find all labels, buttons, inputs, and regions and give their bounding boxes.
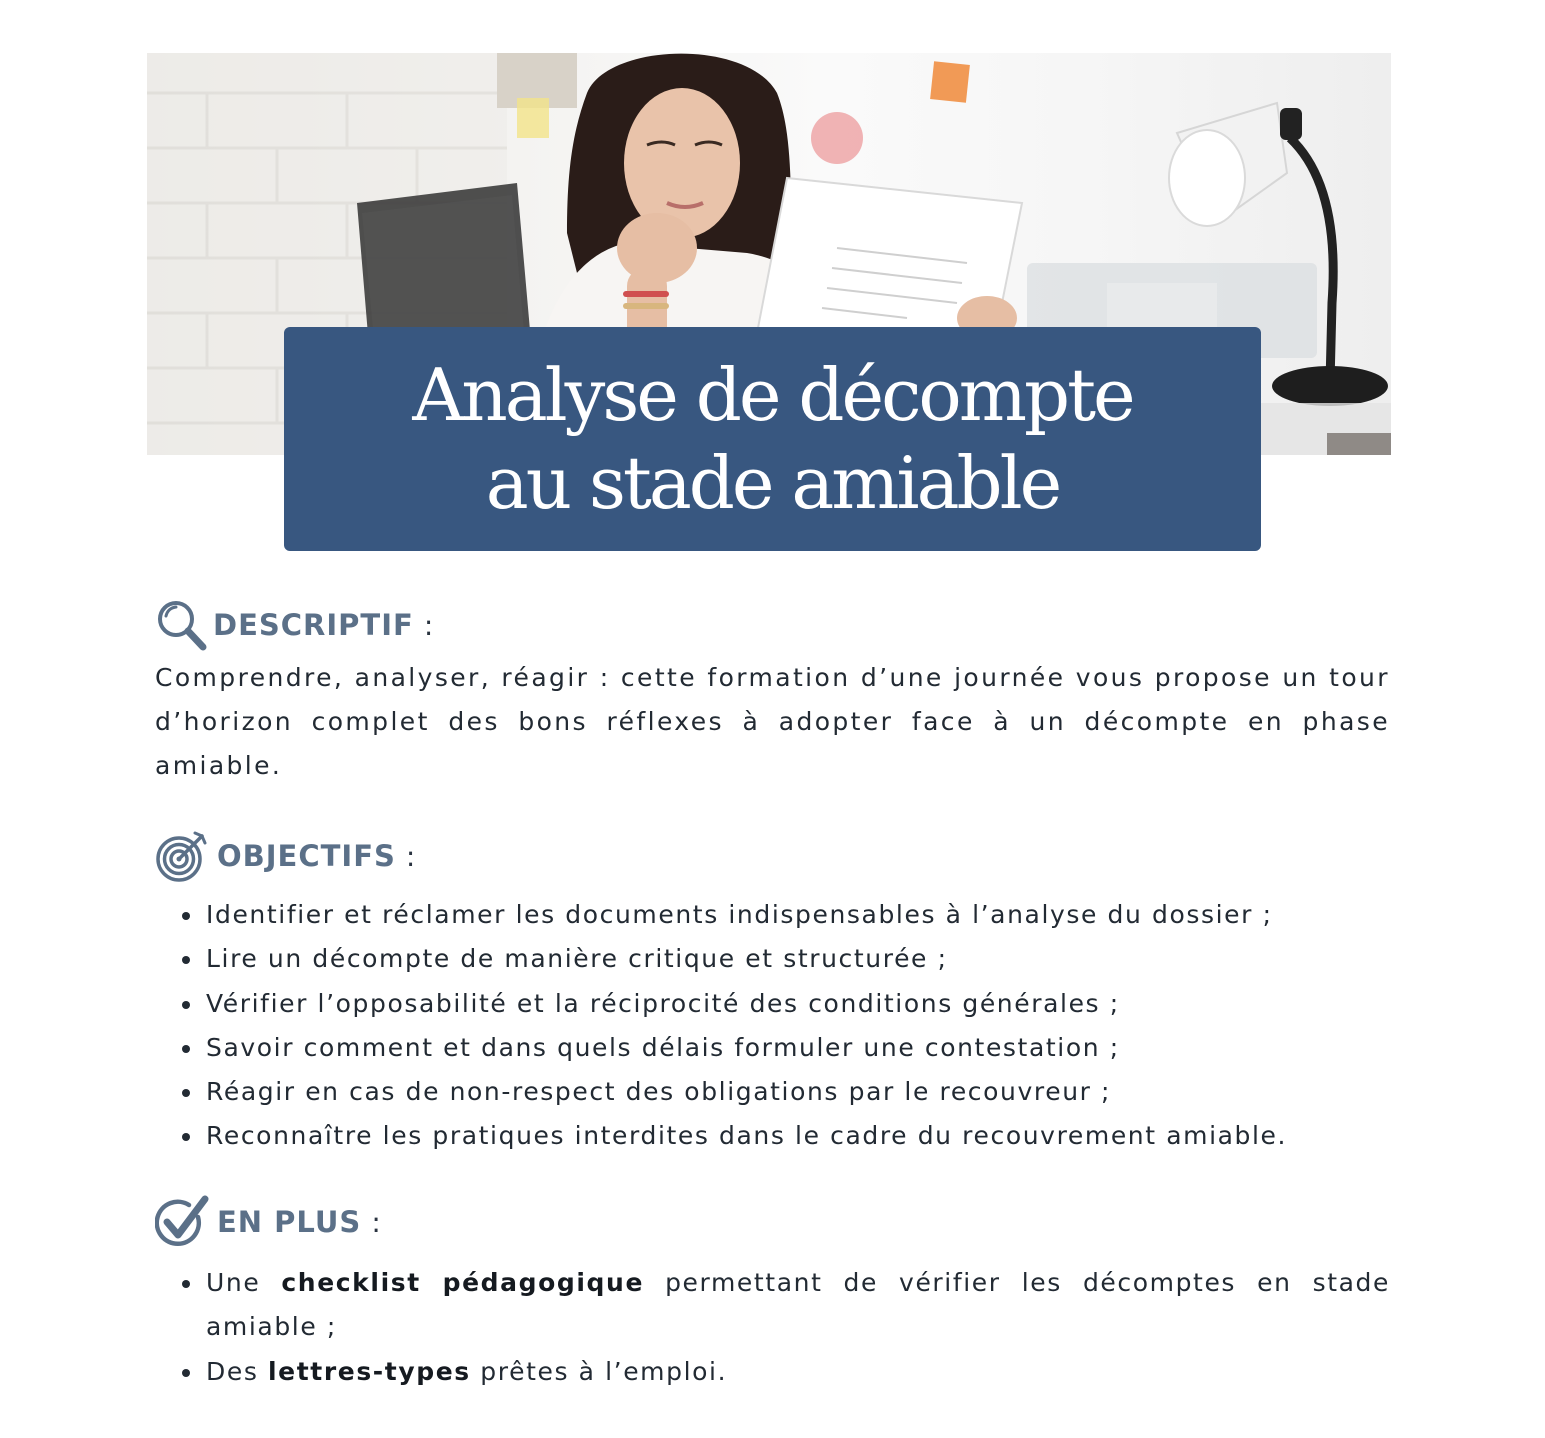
descriptif-colon: : <box>423 608 434 642</box>
objectifs-colon: : <box>405 839 416 873</box>
item-text: Des <box>206 1356 269 1386</box>
flowers <box>811 112 863 164</box>
list-item: Lire un décompte de manière critique et structurée ; <box>180 937 1390 981</box>
en-plus-list <box>180 1261 1390 1394</box>
objectifs-header <box>155 828 415 884</box>
objectifs-heading: OBJECTIFS <box>217 839 396 873</box>
page-title: Analyse de décompte au stade amiable <box>412 353 1133 525</box>
list-item: Réagir en cas de non-respect des obligations par le recouvreur ; <box>180 1070 1390 1114</box>
target-icon <box>155 829 209 883</box>
item-text: Une <box>206 1268 282 1297</box>
sticky-note-orange <box>930 61 970 103</box>
list-item: Savoir comment et dans quels délais formuler une contestation ; <box>180 1026 1390 1070</box>
item-bold: checklist pédagogique <box>281 1268 645 1297</box>
list-item: Reconnaître les pratiques interdites dans le cadre du recouvrement amiable. <box>180 1114 1390 1158</box>
list-item <box>180 1350 1390 1394</box>
objectifs-list <box>180 893 1390 1159</box>
item-text: prêtes à l’emploi. <box>470 1356 728 1386</box>
title-banner <box>284 327 1261 551</box>
check-circle-icon <box>155 1195 209 1249</box>
en-plus-heading: EN PLUS <box>217 1205 362 1239</box>
item-bold: lettres-types <box>268 1356 471 1386</box>
desk-lamp-base <box>1272 366 1388 406</box>
item-text: permettant de vérifier les décomptes en stade amiable ; <box>206 1268 1391 1342</box>
descriptif-header <box>155 597 433 653</box>
woman-face <box>624 88 740 238</box>
descriptif-heading: DESCRIPTIF <box>213 608 414 642</box>
magnifier-icon <box>155 598 209 652</box>
list-item <box>180 1261 1390 1350</box>
list-item: Vérifier l’opposabilité et la réciprocité des conditions générales ; <box>180 982 1390 1026</box>
descriptif-text: Comprendre, analyser, réagir : cette formation d’une journée vous propose un tour d’horizon complet des bons réflexes à adopter face à un décompte en phase amiable. <box>155 663 1390 780</box>
desk-lamp-joint <box>1280 108 1302 140</box>
en-plus-header <box>155 1194 381 1250</box>
sticky-note-yellow <box>517 98 549 138</box>
en-plus-colon: : <box>371 1205 381 1239</box>
list-item: Identifier et réclamer les documents indispensables à l’analyse du dossier ; <box>180 893 1390 937</box>
